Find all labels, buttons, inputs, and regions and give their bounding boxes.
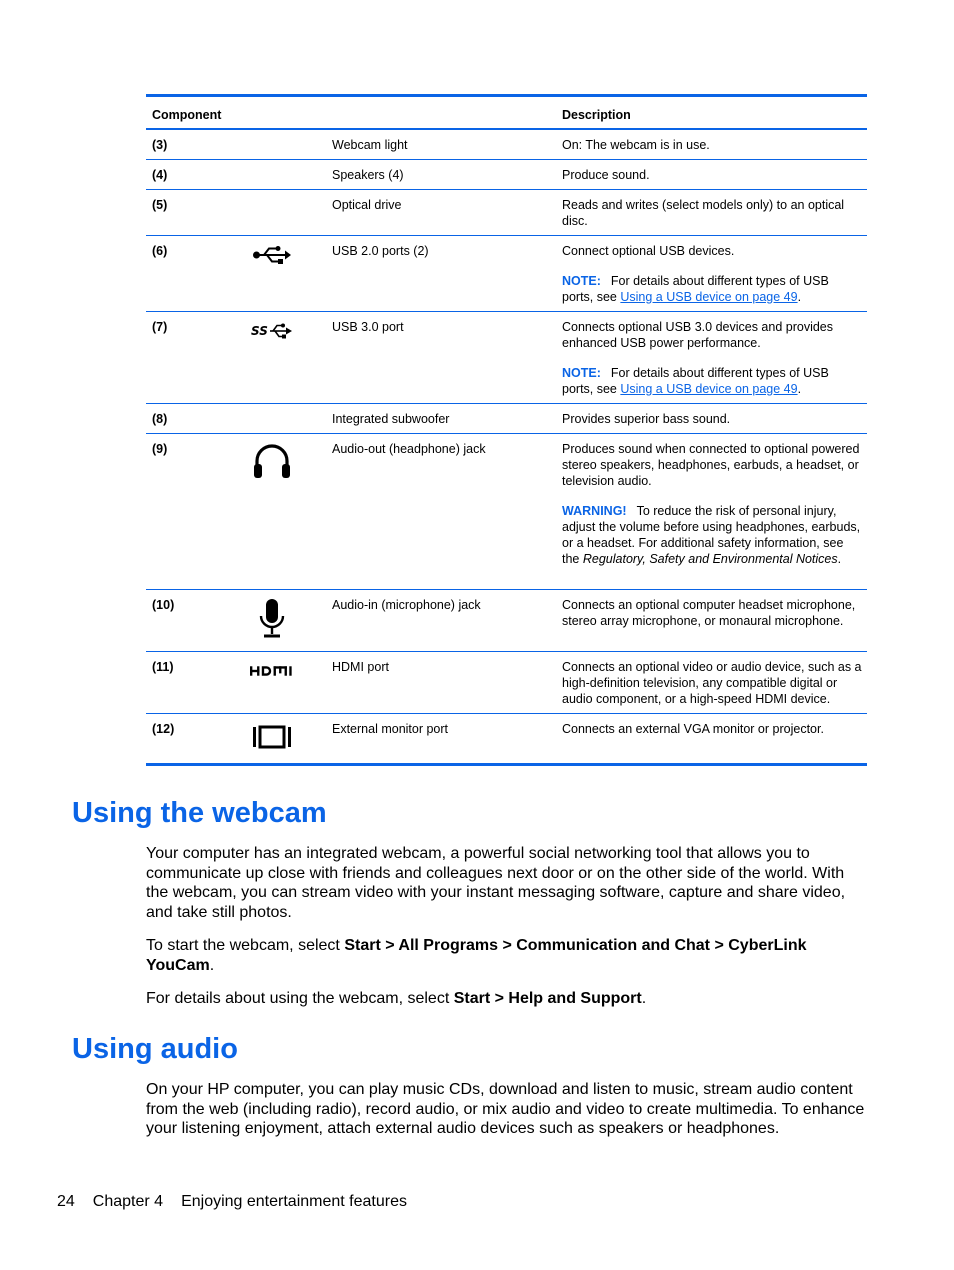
svg-text:SS: SS [251,324,268,338]
chapter-label: Chapter 4 [92,1193,164,1210]
warning-label: WARNING! [562,504,627,518]
row-number: (4) [152,168,168,182]
row-description: Provides superior bass sound. [562,412,731,426]
warning-notices-title: Regulatory, Safety and Environmental Notices [582,552,838,566]
row-description: Produce sound. [562,168,650,182]
row-component-name: Optical drive [332,198,402,212]
usb-3-icon [250,320,294,356]
row-number: (3) [152,138,168,152]
row-number: (10) [152,598,175,612]
note-text: For details about different types of USB ports, see [562,274,829,304]
row-number: (5) [152,198,168,212]
table-header-row [146,97,867,130]
warning-text: To reduce the risk of personal injury, adjust the volume before using headphones, earbuds, or a headset. For additional safety information, see the [562,504,861,566]
row-component-name: HDMI port [332,660,389,674]
page-number: 24 [57,1193,75,1210]
table-row [146,652,867,714]
usb-device-link[interactable]: Using a USB device on page 49 [620,290,798,304]
note-label: NOTE: [562,274,601,288]
note: NOTE: For details about different types of USB ports, see Using a USB device on page 49. [562,274,829,304]
note-label: NOTE: [562,366,601,380]
row-number: (8) [152,412,168,426]
table-row [146,160,867,190]
headphone-icon [250,442,294,478]
table-bottom-rule [146,763,867,766]
help-menu-path: Start > Help and Support [453,990,642,1007]
row-component-name: USB 2.0 ports (2) [332,244,429,258]
row-description [562,243,862,305]
audio-paragraph-1: On your HP computer, you can play music CDs, download and listen to music, stream audio content from the web (including radio), record audio, or mix audio and video to create multimedia. To enhance your listening enjoyment, attach external audio devices such as speakers or headphones. [146,1081,865,1137]
header-component: Component [152,108,222,122]
table-row [146,714,867,763]
description-text: Connect optional USB devices. [562,244,735,258]
warning: WARNING! To reduce the risk of personal injury, adjust the volume before using headphones, earbuds, or a headset. For additional safety information, see the Regulatory, Safety and Environmental Notices. [562,504,861,566]
row-component-name: Audio-out (headphone) jack [332,442,486,456]
note-text: For details about different types of USB ports, see [562,366,829,396]
description-text: Produces sound when connected to optional powered stereo speakers, headphones, earbuds, a headset, or television audio. [562,442,860,488]
row-component-name: Speakers (4) [332,168,404,182]
row-description: Connects an optional computer headset microphone, stereo array microphone, or monaural microphone. [562,598,856,628]
header-description: Description [562,108,631,122]
microphone-icon [250,598,294,634]
row-description [562,441,862,567]
table-row [146,312,867,404]
table-row [146,404,867,434]
vga-monitor-icon [250,725,294,761]
usb-icon [250,244,294,280]
row-description: Connects an external VGA monitor or projector. [562,722,824,736]
note: NOTE: For details about different types of USB ports, see Using a USB device on page 49. [562,366,829,396]
row-number: (6) [152,244,168,258]
row-number: (7) [152,320,168,334]
table-row [146,434,867,590]
webcam-menu-path: Start > All Programs > Communication and Chat > CyberLink YouCam [146,937,807,974]
table-row [146,190,867,236]
row-component-name: Webcam light [332,138,408,152]
component-table [146,94,867,766]
row-component-name: Audio-in (microphone) jack [332,598,481,612]
webcam-paragraph-2: To start the webcam, select Start > All Programs > Communication and Chat > CyberLink YouCam. [146,937,807,974]
usb-device-link[interactable]: Using a USB device on page 49 [620,382,798,396]
table-row [146,130,867,160]
row-description [562,319,862,397]
row-description: Connects an optional video or audio device, such as a high-definition television, any compatible digital or audio component, or a high-speed HDMI device. [562,660,862,706]
hdmi-icon [250,664,294,700]
webcam-heading: Using the webcam [72,797,327,829]
row-number: (9) [152,442,168,456]
row-description: Reads and writes (select models only) to an optical disc. [562,198,845,228]
row-component-name: USB 3.0 port [332,320,404,334]
webcam-paragraph-3: For details about using the webcam, select Start > Help and Support. [146,990,647,1007]
webcam-paragraph-1: Your computer has an integrated webcam, a powerful social networking tool that allows you to communicate up close with friends and colleagues next door or on the other side of the world. With the webcam, you can stream video with your instant messaging software, capture and share video, and take still photos. [146,845,846,921]
row-component-name: Integrated subwoofer [332,412,450,426]
table-row [146,236,867,312]
chapter-title: Enjoying entertainment features [181,1193,407,1210]
row-number: (12) [152,722,175,736]
audio-heading: Using audio [72,1033,238,1065]
description-text: Connects optional USB 3.0 devices and provides enhanced USB power performance. [562,320,833,350]
row-component-name: External monitor port [332,722,449,736]
row-description: On: The webcam is in use. [562,138,710,152]
page-footer [57,1192,407,1211]
table-row [146,590,867,652]
row-number: (11) [152,660,174,674]
